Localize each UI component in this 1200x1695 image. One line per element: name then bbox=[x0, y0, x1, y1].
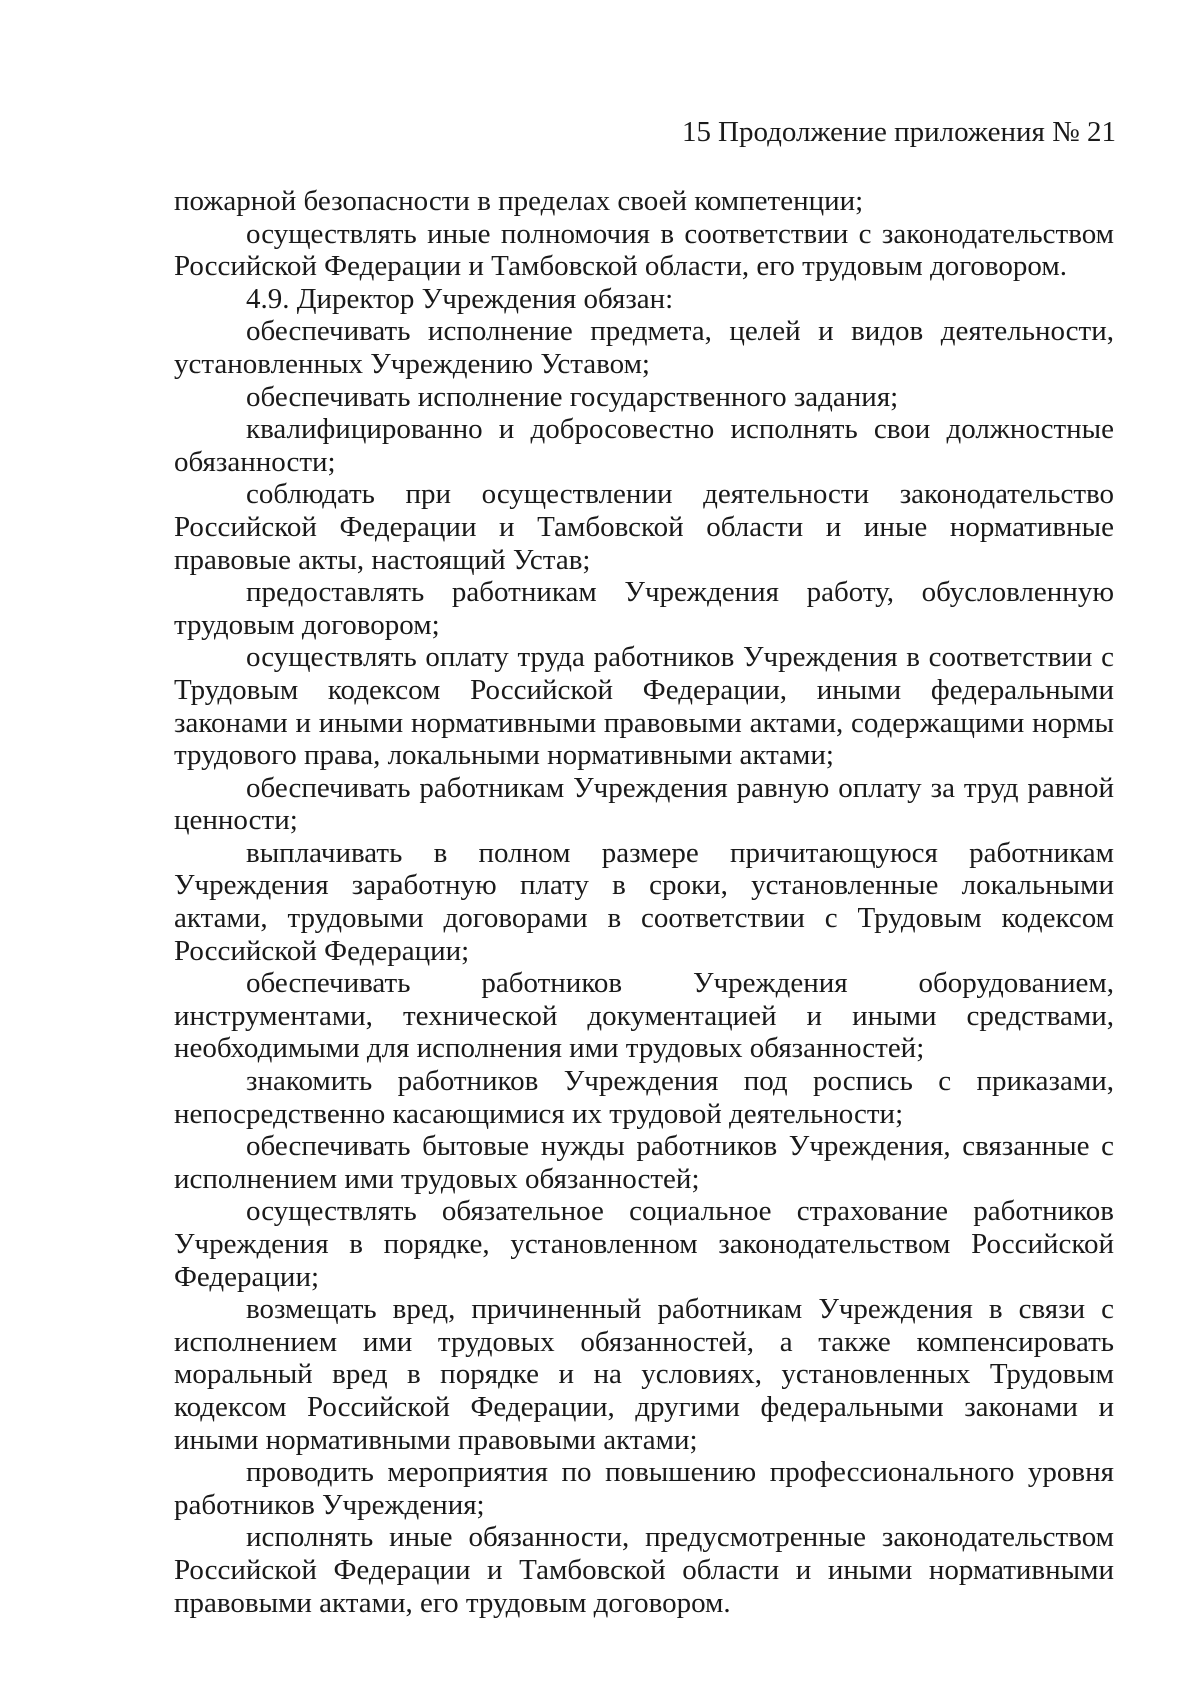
paragraph: обеспечивать исполнение государственного задания; bbox=[246, 380, 899, 413]
document-body bbox=[174, 185, 1114, 1619]
paragraph: 4.9. Директор Учреждения обязан: bbox=[246, 282, 674, 315]
page-number: 15 bbox=[682, 116, 711, 148]
paragraph: выплачивать в полном размере причитающуюся работникам Учреждения заработную плату в сроки, установленные локальными актами, трудовыми договорами в соответствии с Трудовым кодексом Российской Федерации; bbox=[174, 836, 1114, 967]
paragraph: предоставлять работникам Учреждения работу, обусловленную трудовым договором; bbox=[174, 576, 1114, 641]
appendix-continuation-title: Продолжение приложения № 21 bbox=[718, 116, 1116, 148]
paragraph: осуществлять обязательное социальное страхование работников Учреждения в порядке, установленном законодательством Российской Федерации; bbox=[174, 1195, 1114, 1293]
paragraph: обеспечивать работников Учреждения оборудованием, инструментами, технической документацией и иными средствами, необходимыми для исполнения ими трудовых обязанностей; bbox=[174, 967, 1114, 1065]
paragraph: обеспечивать бытовые нужды работников Учреждения, связанные с исполнением ими трудовых обязанностей; bbox=[174, 1130, 1114, 1195]
page-header bbox=[0, 114, 1200, 150]
paragraph: пожарной безопасности в пределах своей компетенции; bbox=[174, 185, 864, 217]
paragraph: соблюдать при осуществлении деятельности законодательство Российской Федерации и Тамбовской области и иные нормативные правовые акты, настоящий Устав; bbox=[174, 478, 1114, 576]
paragraph: проводить мероприятия по повышению профессионального уровня работников Учреждения; bbox=[174, 1456, 1114, 1521]
paragraph: возмещать вред, причиненный работникам Учреждения в связи с исполнением ими трудовых обязанностей, а также компенсировать моральный вред в порядке и на условиях, установленных Трудовым кодексом Российской Федерации, другими федеральными законами и иными нормативными правовыми актами; bbox=[174, 1293, 1114, 1456]
paragraph: обеспечивать исполнение предмета, целей и видов деятельности, установленных Учреждению Уставом; bbox=[174, 315, 1114, 380]
paragraph: обеспечивать работникам Учреждения равную оплату за труд равной ценности; bbox=[174, 771, 1114, 837]
paragraph: осуществлять оплату труда работников Учреждения в соответствии с Трудовым кодексом Российской Федерации, иными федеральными законами и иными нормативными правовыми актами, содержащими нормы трудового права, локальными нормативными актами; bbox=[174, 641, 1114, 772]
paragraph: исполнять иные обязанности, предусмотренные законодательством Российской Федерации и Тамбовской области и иными нормативными правовыми актами, его трудовым договором. bbox=[174, 1521, 1114, 1619]
paragraph: знакомить работников Учреждения под роспись с приказами, непосредственно касающимися их трудовой деятельности; bbox=[174, 1065, 1114, 1130]
paragraph: осуществлять иные полномочия в соответствии с законодательством Российской Федерации и Тамбовской области, его трудовым договором. bbox=[174, 217, 1114, 283]
paragraph: квалифицированно и добросовестно исполнять свои должностные обязанности; bbox=[174, 413, 1114, 478]
